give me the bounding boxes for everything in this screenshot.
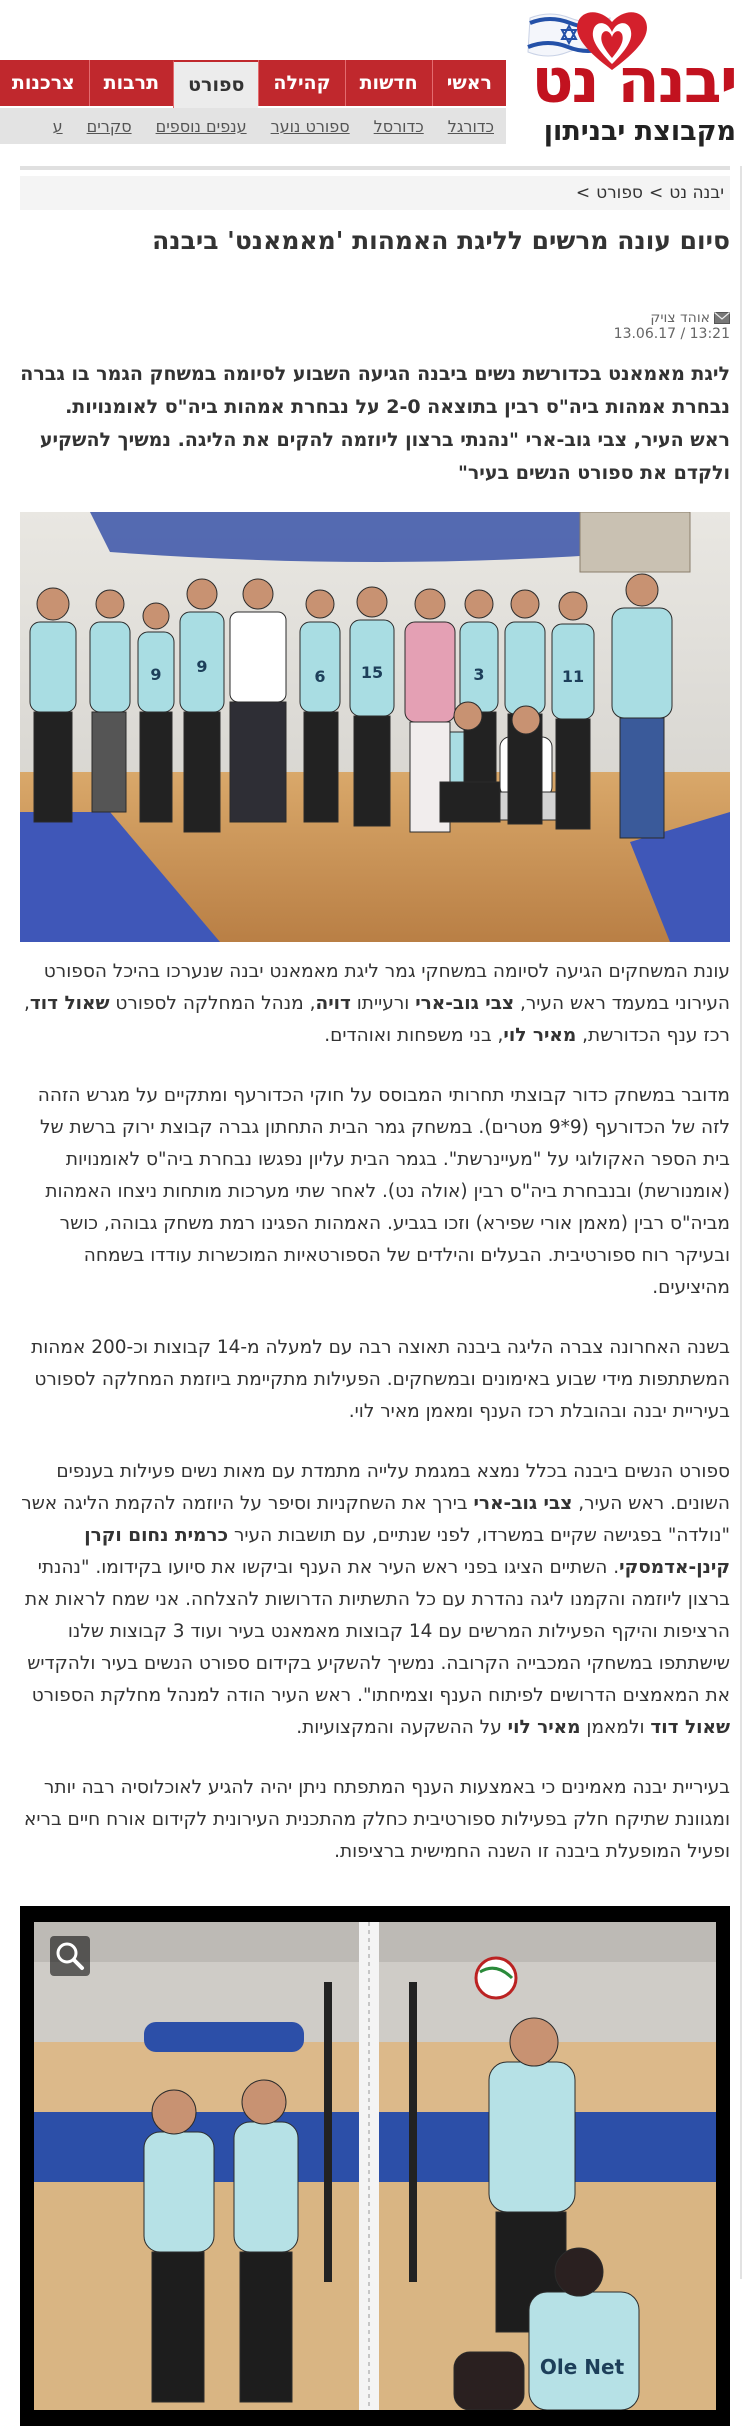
article-lead: ליגת מאמאנט בכדורשת נשים ביבנה הגיעה השבוע לסיומה במשחק הגמר בו גברה נבחרת אמהות ביה"ס רבין בתוצאה 2-0 על נבחרת אמהות ביה"ס לאומנויות. ראש העיר, צבי גוב-ארי "נהנתי ברצון ליוזמה להקים את הליגה. נמשיך להשקיע ולקדם את ספורט הנשים בעיר" [20,363,730,484]
main-nav [0,60,506,106]
sub-nav [0,108,506,144]
subnav-football[interactable]: כדורגל [447,116,494,136]
article-paragraph: עונת המשחקים הגיעה לסיומה במשחקי גמר ליגת מאמאנט יבנה שנערכו בהיכל הספורט העירוני במעמד ראש העיר, צבי גוב-ארי ורעייתו דויה, מנהל המחלקה לספורט שאול דוד, רכז ענף הכדורשת, מאיר לוי, בני משפחות ואוהדים. [24,961,730,1046]
article-paragraph: בעיריית יבנה מאמינים כי באמצעות הענף המתפתח ניתן יהיה להגיע לאוכלוסיה רבה יותר ומגוונת שתיקח חלק בפעילות ספורטיבית כחלק מהתכנית העירונית לקידום אורח חיים בריא ופעיל המופעלת ביבנה זו השנה החמישית ברציפות. [24,1777,730,1862]
jersey-number: 11 [561,667,585,686]
team-photo-image [20,512,730,942]
team-photo[interactable] [20,512,730,942]
jersey-number: 9 [196,657,208,676]
magnifier-icon[interactable] [50,1936,90,1976]
article-paragraph: בשנה האחרונה צברה הליגה ביבנה תאוצה רבה עם למעלה מ-14 קבוצות וכ-200 אמהות המשתתפות מידי שבוע באימונים ובמשחקים. הפעילות מתקיימת ביוזמת המחלקה לספורט בעיריית יבנה ובהובלת רכז הענף ומאמן מאיר לוי. [31,1337,730,1422]
breadcrumb-separator: > [648,183,664,203]
subnav-surveys[interactable]: סקרים [86,116,132,136]
subnav-youth-sport[interactable]: ספורט נוער [270,116,350,136]
jersey-number: 3 [473,665,485,684]
article [20,176,730,2426]
article-paragraph: ספורט הנשים ביבנה בכלל נמצא במגמת עלייה מתמדת עם מאות נשים פעילות בענפים השונים. ראש העיר, צבי גוב-ארי בירך את השחקניות וסיפר על היוזמה להקמת הליגה אשר "נולדה" בפגישה שקיים במשרדו, לפני שנתיים, עם תושבות העיר כרמית נחום וקרן קינן-אדמסקי. השתיים הציגו בפני ראש העיר את הענף וביקשו את סיועו בקידומו. "נהנתי ברצון ליוזמה והקמנו ליגה נהדרת עם כל התשתיות הדרושות להצלחה. אני שמח לראות את הרציפות והיקף הפעילות המרשים עם 14 קבוצות מאמאנט בעיר ועוד 3 קבוצות שלנו שישתתפו במשחקי המכבייה הקרובה. נמשיך להשקיע בקידום ספורט הנשים בעיר ולהקדיש את המאמצים הדרושים לפיתוח הענף וצמיחתו". ראש העיר הודה למנהל מחלקת הספורט שאול דוד ולמאמן מאיר לוי על ההשקעה והמקצועיות. [21,1461,730,1738]
jersey-number: 6 [314,667,326,686]
nav-item-community[interactable]: קהילה [258,60,344,106]
logo-text: יבנה נט [531,44,736,117]
article-author[interactable]: אוהד צויק [650,310,710,326]
nav-item-culture[interactable]: תרבות [89,60,174,106]
breadcrumb-separator: > [575,183,591,203]
jersey-text: Ole Net [539,2355,625,2379]
gallery-photo-image [34,1922,716,2410]
subnav-more[interactable]: ע [52,116,63,136]
breadcrumb-section[interactable]: ספורט [596,183,643,203]
site-logo[interactable] [517,4,742,147]
subnav-other-sports[interactable]: ענפים נוספים [155,116,247,136]
jersey-number: 9 [150,665,162,684]
article-paragraph: מדובר במשחק כדור קבוצתי תחרותי המבוסס על חוקי הכדורעף ומתקיים על מגרש הזהה לזה של הכדורעף (9*9 מטרים). במשחק גמר הבית התחתון גברה קבוצת ירוק ברשת של בית הספר האקולוגי על "מעיינרשת". בגמר הבית עליון נפגשו נבחרת ביה"ס לאומנויות (אומנורשת) ובנבחרת ביה"ס רבין (אולה נט). לאחר שתי מערכות מותחות ניצחו האמהות מביה"ס רבין (מאמן אורי שפירא) וזכו בגביע. האמהות הפגינו רמת משחק גבוהה, כושר ובעיקר רוח ספורטיבית. הבעלים והילדים של הספורטאיות המוכשרות עודדו בשמחה מהיציעים. [37,1085,730,1298]
envelope-icon[interactable] [714,312,730,324]
nav-item-home[interactable]: ראשי [432,60,506,106]
article-meta [20,310,730,342]
site-header [0,0,750,150]
nav-item-consumer[interactable]: צרכנות [0,60,89,106]
article-body [20,956,730,1868]
right-rail-divider [740,166,742,2279]
subnav-basketball[interactable]: כדורסל [373,116,424,136]
jersey-number: 15 [360,663,384,682]
nav-item-sport[interactable]: ספורט [173,60,258,108]
logo-subtitle: מקבוצת יבניתון [543,116,736,147]
nav-item-news[interactable]: חדשות [345,60,432,106]
breadcrumb [20,176,730,210]
article-datetime: 13:21 / 13.06.17 [613,326,730,342]
gallery-photo[interactable] [20,1906,730,2426]
article-title: סיום עונה מרשים לליגת האמהות 'מאמאנט' ביבנה [152,226,730,255]
header-divider [20,166,730,170]
breadcrumb-home[interactable]: יבנה נט [669,183,724,203]
